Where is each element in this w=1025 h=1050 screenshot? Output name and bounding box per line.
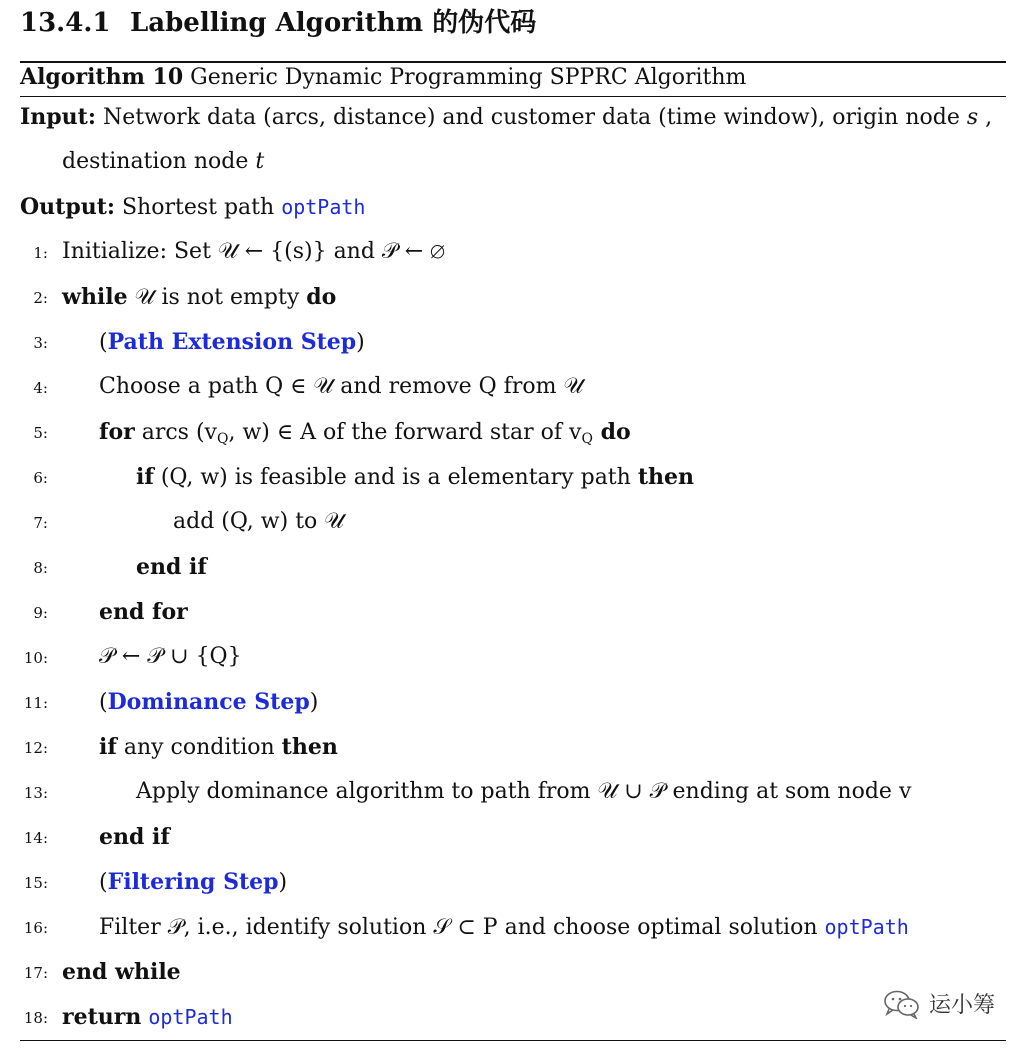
bottom-rule [20, 1040, 1006, 1041]
input-label: Input: [20, 104, 96, 130]
paren-close: ) [309, 690, 319, 715]
subscript-2: Q [581, 431, 593, 447]
keyword-end-if: end if [99, 824, 170, 850]
line-number: 10: [23, 649, 48, 667]
line-number: 16: [23, 919, 48, 937]
line-number: 14: [23, 829, 48, 847]
line-number: 8: [33, 559, 48, 577]
keyword-end-for: end for [99, 599, 188, 625]
line-number: 12: [23, 739, 48, 757]
step-label: Dominance Step [107, 689, 310, 715]
step-label: Filtering Step [107, 869, 279, 895]
line-text: Apply dominance algorithm to path from 𝒰 ∪ 𝒫 ending at som node v [136, 779, 912, 804]
keyword-for: for [99, 419, 135, 445]
section-title: Labelling Algorithm 的伪代码 [130, 8, 537, 38]
paren-open: ( [99, 690, 108, 715]
line-text-2: , w) ∈ A of the forward star of v [228, 420, 582, 445]
input-line-cont [62, 146, 264, 178]
input-comma: , [985, 105, 993, 130]
keyword-while: while [62, 284, 128, 310]
paren-open: ( [99, 330, 108, 355]
section-number: 13.4.1 [20, 8, 111, 38]
line-number: 13: [23, 784, 48, 802]
subscript: Q [216, 431, 229, 447]
keyword-if: if [136, 464, 154, 490]
line-number: 11: [23, 694, 48, 712]
line-text: 𝒰 is not empty [127, 285, 307, 310]
line-number: 6: [33, 469, 48, 487]
line-number: 2: [33, 289, 48, 307]
opt-path-code: optPath [148, 1005, 233, 1029]
line-number: 17: [23, 964, 48, 982]
var-t: t [255, 149, 265, 174]
keyword-return: return [62, 1004, 142, 1030]
watermark [883, 988, 995, 1019]
line-text: Choose a path Q ∈ 𝒰 and remove Q from 𝒰 [99, 374, 584, 399]
algorithm-caption [20, 64, 746, 90]
paren-close: ) [278, 870, 288, 895]
output-code: optPath [281, 195, 366, 219]
line-text: (Q, w) is feasible and is a elementary path [153, 465, 638, 490]
line-number: 15: [23, 874, 48, 892]
keyword-then: then [281, 734, 338, 760]
keyword-end-while: end while [62, 959, 181, 985]
opt-path-code: optPath [824, 915, 909, 939]
line-number: 9: [33, 604, 48, 622]
input-text: Network data (arcs, distance) and customer data (time window), origin node [102, 105, 960, 130]
watermark-text: 运小筹 [928, 993, 995, 1018]
line-number: 3: [33, 334, 48, 352]
keyword-do: do [592, 419, 631, 445]
wechat-icon [883, 989, 921, 1019]
section-heading [20, 2, 536, 39]
line-number: 4: [33, 379, 48, 397]
algorithm-label: Algorithm 10 [20, 64, 184, 90]
line-number: 5: [33, 424, 48, 442]
line-text: Initialize: Set 𝒰 ← {(s)} and 𝒫 ← ∅ [62, 239, 445, 264]
var-s: s [966, 105, 979, 130]
keyword-end-if: end if [136, 554, 207, 580]
line-text: add (Q, w) to 𝒰 [173, 509, 345, 534]
line-number: 18: [23, 1009, 48, 1027]
line-text: arcs (v [134, 420, 217, 445]
output-line [20, 191, 365, 223]
top-rule [20, 61, 1006, 63]
keyword-do: do [306, 284, 337, 310]
line-number: 7: [33, 514, 48, 532]
input-text-2: destination node [62, 149, 249, 174]
line-text: any condition [116, 735, 282, 760]
line-text: 𝒫 ← 𝒫 ∪ {Q} [99, 644, 242, 669]
input-line [20, 101, 992, 133]
keyword-then: then [637, 464, 694, 490]
paren-open: ( [99, 870, 108, 895]
line-text: Filter 𝒫, i.e., identify solution 𝒮 ⊂ P and choose optimal solution [99, 915, 825, 940]
keyword-if: if [99, 734, 117, 760]
algorithm-title: Generic Dynamic Programming SPPRC Algorithm [190, 65, 747, 90]
step-label: Path Extension Step [107, 329, 357, 355]
line-number: 1: [33, 244, 48, 262]
output-label: Output: [20, 194, 115, 220]
caption-rule [20, 96, 1006, 97]
output-text: Shortest path [121, 195, 275, 220]
paren-close: ) [356, 330, 365, 355]
